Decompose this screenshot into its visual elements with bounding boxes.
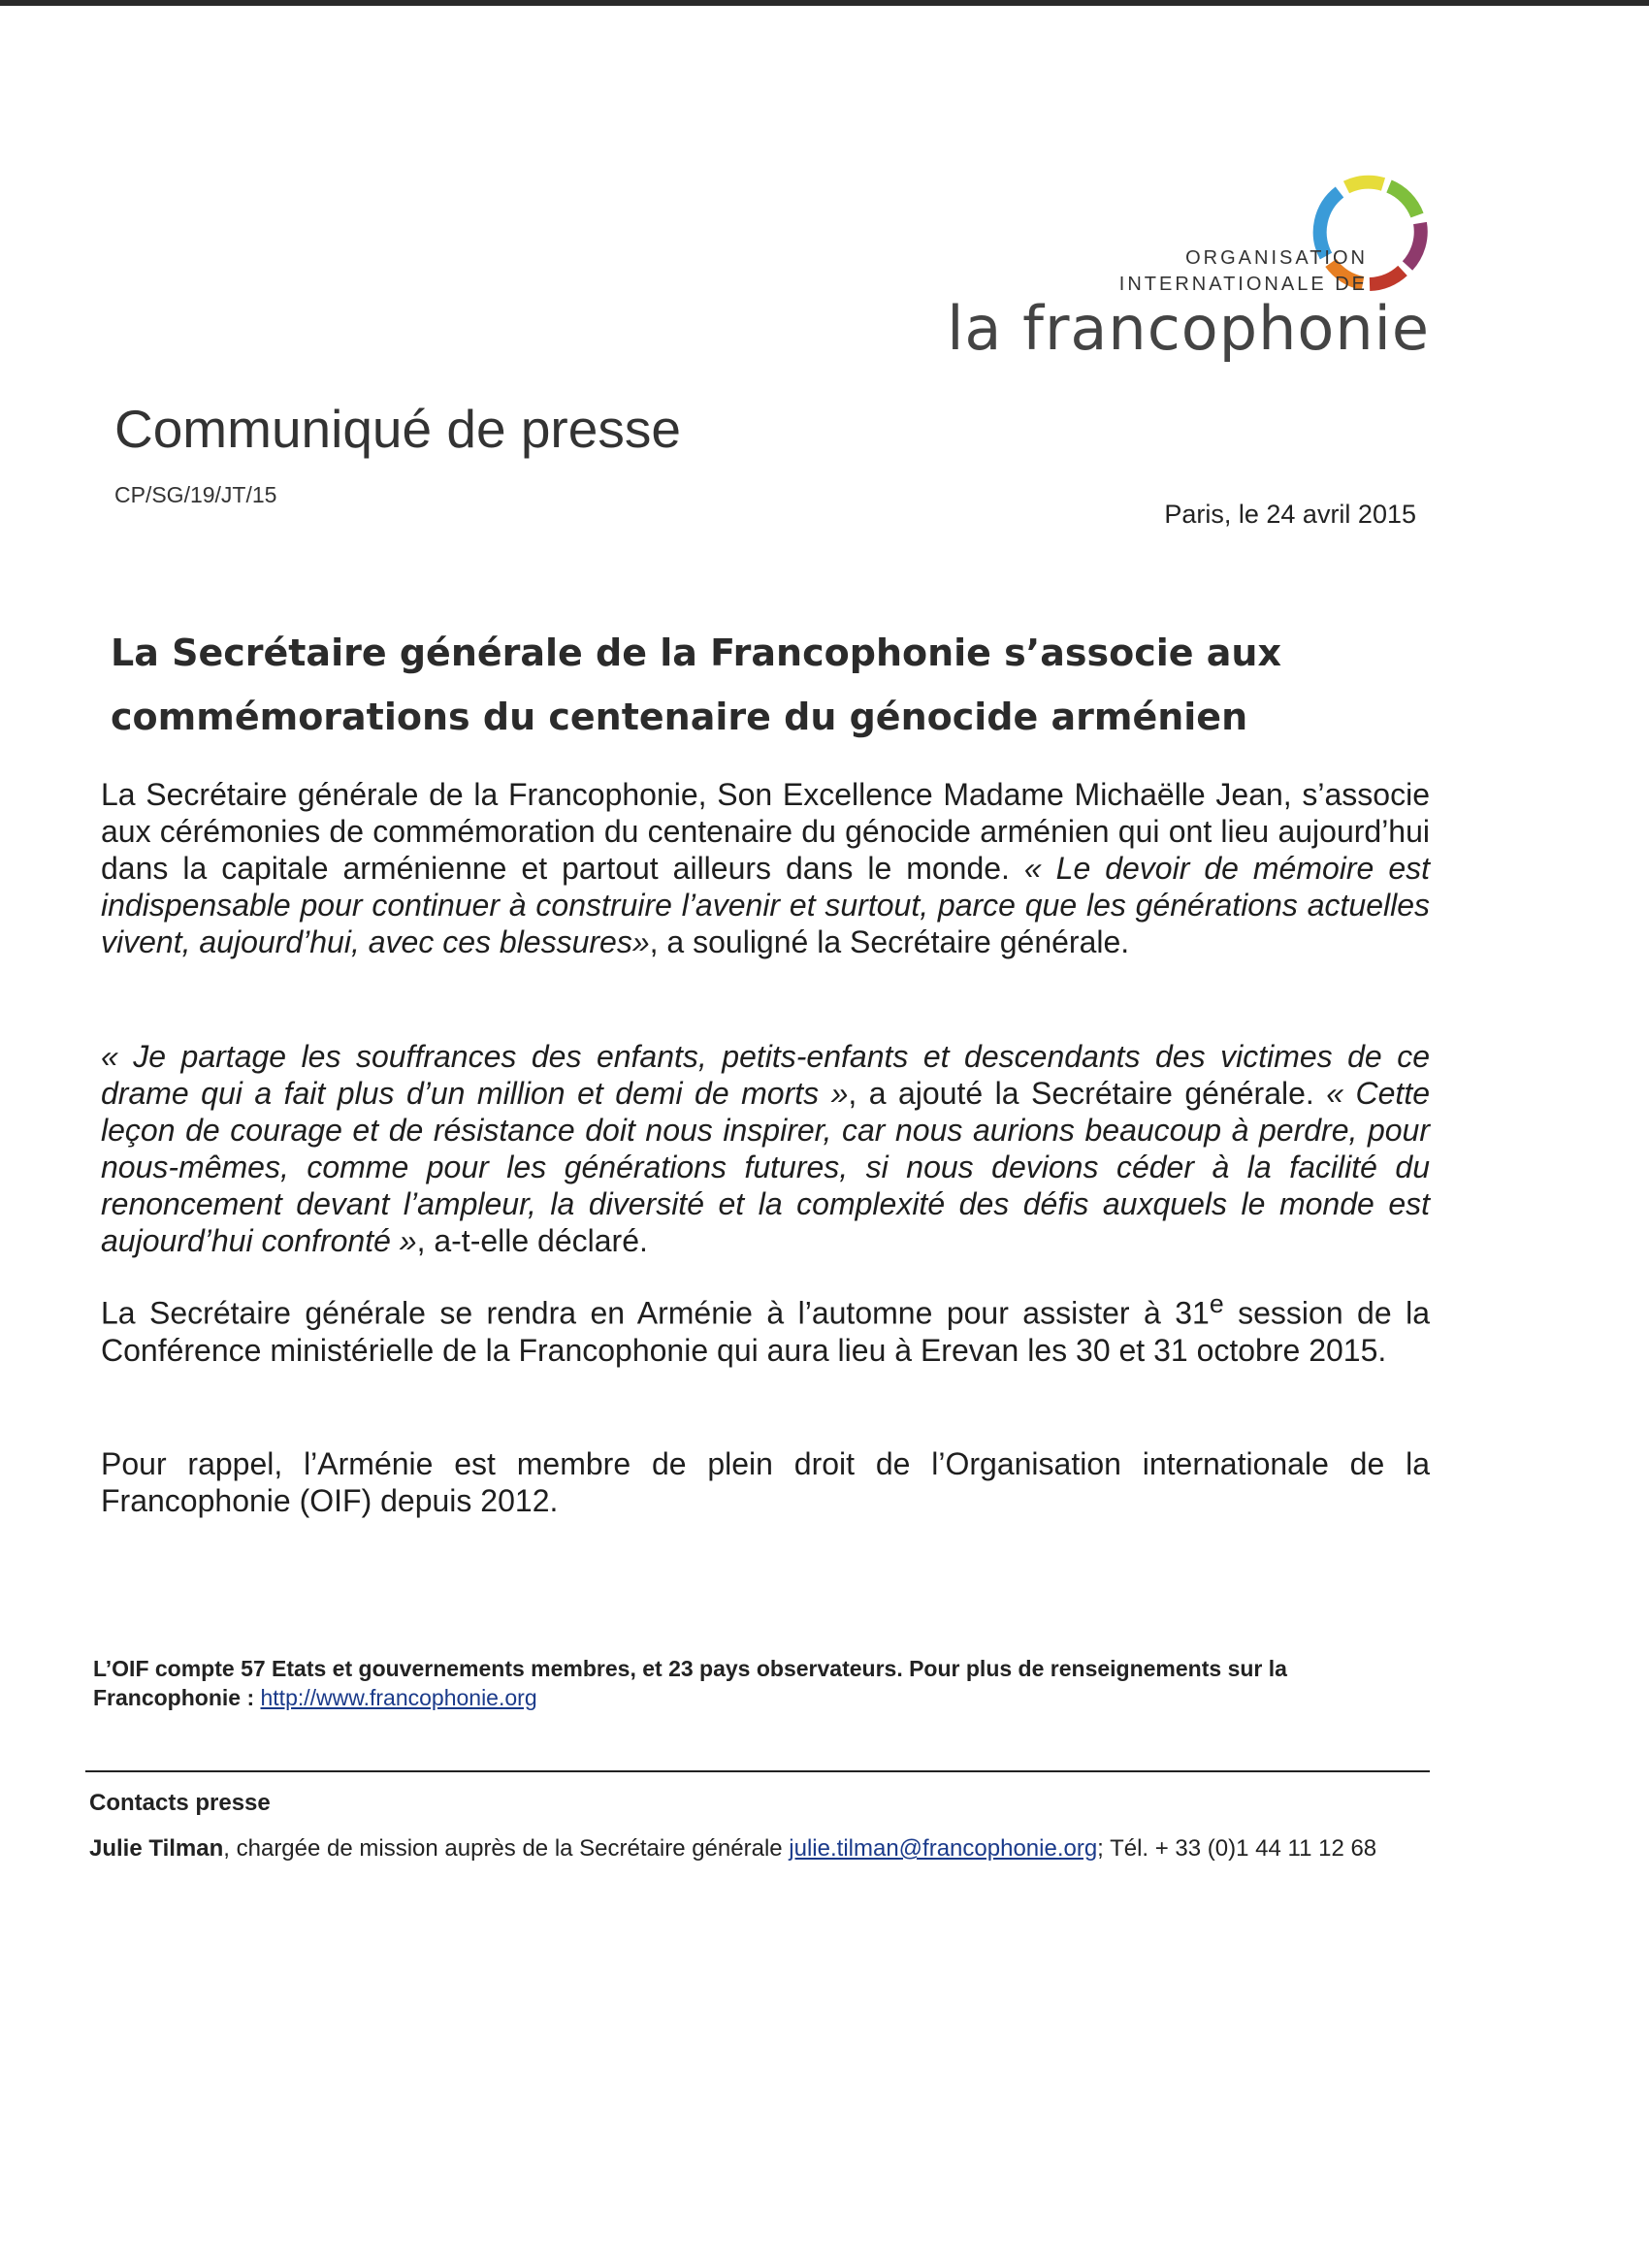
logo-line-organisation: ORGANISATION: [1185, 247, 1368, 269]
contact-email-link[interactable]: julie.tilman@francophonie.org: [789, 1835, 1098, 1862]
footer-note: [93, 1654, 1432, 1712]
paragraph-4: Pour rappel, l’Arménie est membre de plein droit de l’Organisation internationale de la Francophonie (OIF) depuis 2012.: [101, 1446, 1430, 1518]
p1-end: , a souligné la Secrétaire générale.: [649, 924, 1130, 959]
contact-name: Julie Tilman: [89, 1835, 224, 1862]
p2-quote-2: « Cette leçon de courage et de résistance doit nous inspirer, car nous aurions beaucoup à perdre, pour nous-mêmes, comme pour les générations futures, si nous devions céder à la facilité du renoncement devant l’ampleur, la diversité et la complexité des défis auxquels le monde est aujourd’hui confronté »: [101, 1076, 1430, 1258]
francophonie-logo: [947, 165, 1436, 364]
contact-phone: ; Tél. + 33 (0)1 44 11 12 68: [1097, 1835, 1377, 1862]
contacts-line: [89, 1833, 1447, 1864]
paragraph-3: [101, 1285, 1430, 1369]
contact-role: , chargée de mission auprès de la Secrétaire générale: [223, 1835, 790, 1862]
date-line: Paris, le 24 avril 2015: [1164, 500, 1416, 529]
p2-mid: , a ajouté la Secrétaire générale.: [848, 1076, 1327, 1111]
logo-name: la francophonie: [947, 293, 1430, 364]
contacts-title: Contacts presse: [89, 1790, 271, 1816]
francophonie-website-link[interactable]: http://www.francophonie.org: [260, 1685, 537, 1710]
document-type: Communiqué de presse: [114, 399, 681, 459]
p3-end: session de la Conférence ministérielle de la Francophonie qui aura lieu à Erevan les 30 et 31 octobre 2015.: [101, 1295, 1431, 1368]
logo-line-internationale: INTERNATIONALE DE: [1118, 274, 1368, 295]
paragraph-1: [101, 776, 1430, 960]
p1-quote: « Le devoir de mémoire est indispensable pour continuer à construire l’avenir et surtout, parce que les générations actuelles vivent, aujourd’hui, avec ces blessures»: [101, 851, 1431, 959]
divider: [85, 1770, 1430, 1772]
top-border-line: [0, 0, 1649, 6]
p2-end: , a-t-elle déclaré.: [416, 1223, 648, 1258]
ring-segment-red: [1370, 271, 1403, 284]
ring-segment-green: [1389, 186, 1417, 215]
p3-start: La Secrétaire générale se rendra en Arménie à l’automne pour assister à 31: [101, 1295, 1210, 1331]
footer-note-text: L’OIF compte 57 Etats et gouvernements membres, et 23 pays observateurs. Pour plus de renseignements sur la Francophonie :: [93, 1656, 1287, 1710]
headline: La Secrétaire générale de la Francophonie s’associe aux commémorations du centenaire du génocide arménien: [111, 632, 1281, 738]
p1-text: La Secrétaire générale de la Francophonie, Son Excellence Madame Michaëlle Jean, s’associe aux cérémonies de commémoration du centenaire du génocide arménien qui ont lieu aujourd’hui dans la capitale arménienne et partout ailleurs dans le monde.: [101, 777, 1430, 886]
p2-quote-1: « Je partage les souffrances des enfants, petits-enfants et descendants des victimes de ce drame qui a fait plus d’un million et demi de morts »: [101, 1039, 1430, 1111]
ring-segment-yellow: [1346, 182, 1383, 187]
reference-number: CP/SG/19/JT/15: [114, 482, 277, 507]
ring-segment-purple: [1407, 223, 1421, 266]
paragraph-2: [101, 1038, 1430, 1259]
p3-superscript: e: [1209, 1289, 1224, 1318]
